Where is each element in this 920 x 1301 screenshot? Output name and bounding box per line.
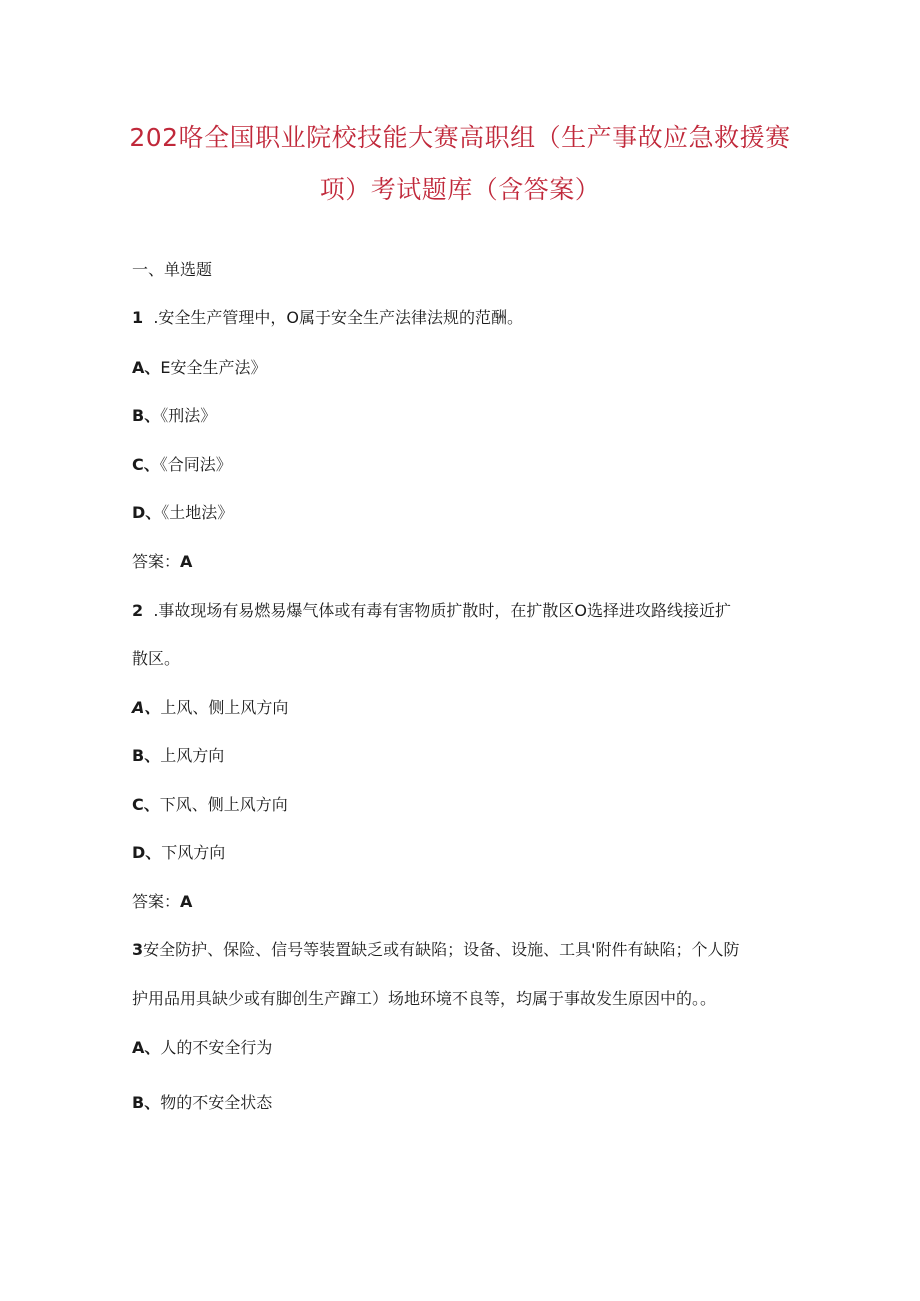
- question-number: 1: [132, 308, 144, 327]
- option-text: 《合同法》: [159, 455, 232, 474]
- question-3-stem-continued: 护用品用具缺少或有脚创生产蹿工）场地环境不良等，均属于事故发生原因中的。。: [132, 989, 717, 1008]
- question-1-option-a: [132, 355, 267, 378]
- option-letter: C、: [132, 455, 160, 474]
- question-3-option-a: [132, 1035, 272, 1058]
- option-text: 上风方向: [160, 746, 225, 765]
- option-letter: A、: [132, 1038, 161, 1057]
- option-text: 下风方向: [161, 843, 226, 862]
- option-letter: B、: [132, 1093, 161, 1112]
- question-2-answer: [132, 889, 192, 912]
- question-1-answer: [132, 549, 192, 572]
- question-text: .安全生产管理中，O属于安全生产法律法规的范酬。: [153, 308, 523, 327]
- section-heading: 一、单选题: [132, 260, 213, 279]
- answer-label: 答案：: [132, 892, 181, 911]
- question-1-option-c: [132, 452, 232, 475]
- option-text: 下风、侧上风方向: [159, 795, 288, 814]
- question-1-stem: [132, 305, 523, 328]
- question-number: 2: [132, 601, 144, 620]
- question-number: 3: [132, 940, 144, 959]
- option-text: 《刑法》: [160, 406, 217, 425]
- question-2-option-d: [132, 840, 225, 863]
- option-text: E安全生产法》: [160, 358, 267, 377]
- option-text: 《土地法》: [161, 503, 234, 522]
- option-letter: A、: [132, 698, 161, 717]
- answer-label: 答案：: [132, 552, 181, 571]
- document-title-line1: 202咯全国职业院校技能大赛高职组（生产事故应急救援赛: [129, 123, 791, 152]
- question-text: 安全防护、保险、信号等装置缺乏或有缺陷；设备、设施、工具'附件有缺陷；个人防: [143, 940, 740, 959]
- question-1-option-b: [132, 403, 216, 426]
- option-text: 物的不安全状态: [160, 1093, 273, 1112]
- question-2-option-b: [132, 743, 224, 766]
- option-letter: C、: [132, 795, 160, 814]
- option-letter: D、: [132, 843, 162, 862]
- question-2-stem: [132, 598, 731, 621]
- answer-value: A: [180, 892, 193, 911]
- option-letter: D、: [132, 503, 162, 522]
- option-letter: A、: [132, 358, 161, 377]
- question-2-option-c: [132, 792, 288, 815]
- question-1-option-d: [132, 500, 233, 523]
- option-letter: B、: [132, 406, 161, 425]
- question-3-option-b: [132, 1090, 272, 1113]
- option-letter: B、: [132, 746, 161, 765]
- question-2-option-a: [132, 695, 288, 718]
- answer-value: A: [180, 552, 193, 571]
- document-title-line2: 项）考试题库（含答案）: [319, 175, 601, 204]
- question-2-stem-continued: 散区。: [132, 649, 181, 668]
- option-text: 人的不安全行为: [160, 1038, 273, 1057]
- question-3-stem: [132, 937, 740, 960]
- question-text: .事故现场有易燃易爆气体或有毒有害物质扩散时，在扩散区O选择进攻路线接近扩: [153, 601, 731, 620]
- option-text: 上风、侧上风方向: [160, 698, 289, 717]
